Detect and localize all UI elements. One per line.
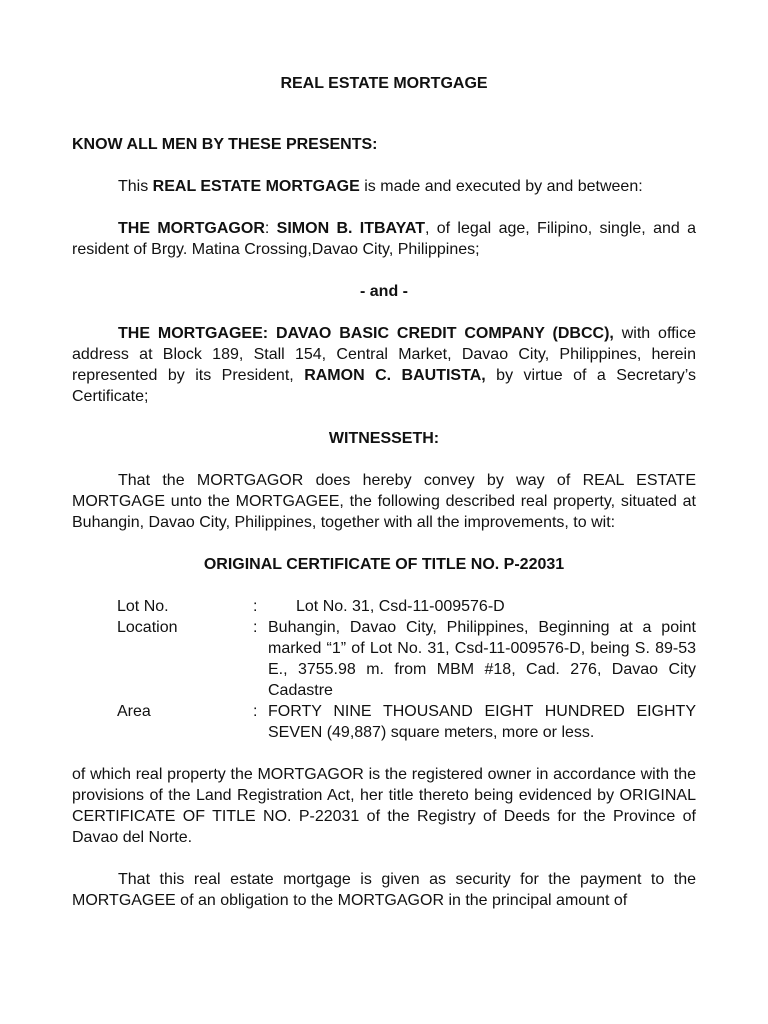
lot-row (72, 596, 696, 617)
and-separator: - and - (360, 283, 408, 300)
intro-paragraph: This REAL ESTATE MORTGAGE is made and executed by and between: (118, 178, 643, 195)
area-value: FORTY NINE THOUSAND EIGHT HUNDRED EIGHTY SEVEN (49,887) square meters, more or less. (268, 703, 696, 741)
lot-label: Lot No. (117, 598, 169, 615)
registered-owner-paragraph: of which real property the MORTGAGOR is the registered owner in accordance with the provisions of the Land Registration Act, her title thereto being evidenced by ORIGINAL CERTIFICATE OF TITLE NO. P-22031 of the Registry of Deeds for the Province of Davao del Norte. (72, 766, 696, 846)
witnesseth-heading: WITNESSETH: (328, 430, 440, 447)
lot-value: Lot No. 31, Csd-11-009576-D (296, 598, 505, 615)
location-label: Location (117, 619, 178, 636)
document-title: REAL ESTATE MORTGAGE (280, 75, 488, 92)
security-paragraph: That this real estate mortgage is given as security for the payment to the MORTGAGEE of an obligation to the MORTGAGOR in the principal amount of (72, 871, 696, 909)
location-value: Buhangin, Davao City, Philippines, Beginning at a point marked “1” of Lot No. 31, Csd-11-009576-D, being S. 89-53 E., 3755.98 m. from MBM #18, Cad. 276, Davao City Cadastre (268, 619, 696, 699)
area-label: Area (117, 703, 151, 720)
location-colon: : (253, 619, 258, 636)
lot-colon: : (253, 598, 258, 615)
convey-paragraph: That the MORTGAGOR does hereby convey by way of REAL ESTATE MORTGAGE unto the MORTGAGEE, the following described real property, situated at Buhangin, Davao City, Philippines, together with all the improvements, to wit: (72, 472, 696, 531)
area-row (72, 701, 696, 743)
lot-details (72, 596, 696, 743)
location-row (72, 617, 696, 701)
mortgagee-paragraph: THE MORTGAGEE: DAVAO BASIC CREDIT COMPANY (DBCC), with office address at Block 189, Stall 154, Central Market, Davao City, Philippines, herein represented by its President, RAMON C. BAUTISTA, by virtue of a Secretary’s Certificate; (72, 325, 697, 405)
know-all-heading: KNOW ALL MEN BY THESE PRESENTS: (72, 136, 378, 153)
mortgagor-paragraph: THE MORTGAGOR: SIMON B. ITBAYAT, of legal age, Filipino, single, and a resident of Brgy. Matina Crossing,Davao City, Philippines; (72, 220, 697, 258)
document-body (72, 73, 696, 911)
area-colon: : (253, 703, 258, 720)
oct-heading: ORIGINAL CERTIFICATE OF TITLE NO. P-22031 (203, 556, 565, 573)
